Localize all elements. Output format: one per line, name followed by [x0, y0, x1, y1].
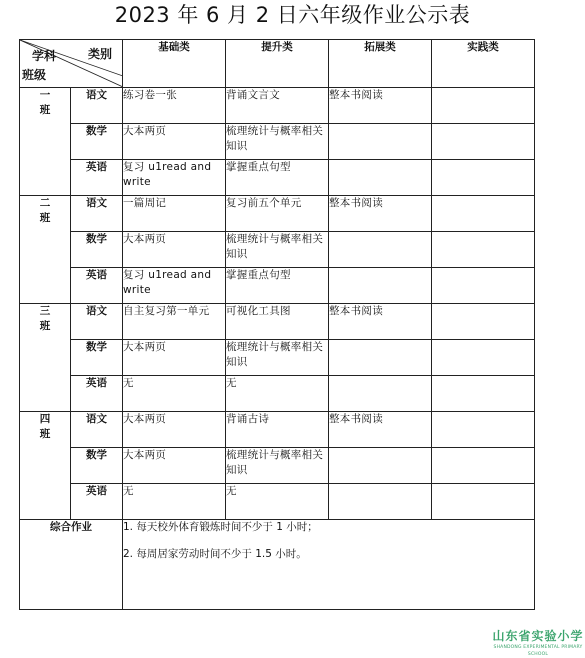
- practice-cell: [432, 484, 535, 520]
- class-name-bottom: 班: [39, 212, 51, 224]
- table-row: [20, 340, 535, 376]
- extended-cell: [329, 448, 432, 484]
- comprehensive-row: [20, 520, 535, 610]
- practice-cell: [432, 268, 535, 304]
- column-header-advanced: 提升类: [226, 40, 329, 88]
- subject-cell: 英语: [71, 484, 123, 520]
- subject-cell: 英语: [71, 160, 123, 196]
- table-row: [20, 448, 535, 484]
- column-header-practice: 实践类: [432, 40, 535, 88]
- table-row: [20, 88, 535, 124]
- extended-cell: 整本书阅读: [329, 412, 432, 448]
- advanced-cell: 梳理统计与概率相关知识: [226, 232, 329, 268]
- header-row: [20, 40, 535, 88]
- practice-cell: [432, 340, 535, 376]
- subject-cell: 语文: [71, 88, 123, 124]
- practice-cell: [432, 232, 535, 268]
- practice-cell: [432, 124, 535, 160]
- extended-cell: [329, 376, 432, 412]
- basic-cell: 无: [123, 484, 226, 520]
- advanced-cell: 掌握重点句型: [226, 160, 329, 196]
- comprehensive-item: 2. 每周居家劳动时间不少于 1.5 小时。: [123, 548, 307, 560]
- class-name-top: 二: [39, 197, 51, 209]
- class-name-bottom: 班: [39, 320, 51, 332]
- extended-cell: 整本书阅读: [329, 88, 432, 124]
- advanced-cell: 梳理统计与概率相关知识: [226, 448, 329, 484]
- basic-cell: 一篇周记: [123, 196, 226, 232]
- extended-cell: 整本书阅读: [329, 196, 432, 232]
- comprehensive-body: [123, 520, 535, 610]
- comprehensive-item: 1. 每天校外体育锻炼时间不少于 1 小时；: [123, 521, 318, 533]
- table-row: [20, 412, 535, 448]
- table-row: [20, 484, 535, 520]
- table-row: [20, 124, 535, 160]
- basic-cell: 大本两页: [123, 124, 226, 160]
- table-row: [20, 160, 535, 196]
- extended-cell: [329, 484, 432, 520]
- school-logo: [492, 628, 584, 657]
- class-cell: [20, 304, 71, 412]
- homework-table: [19, 39, 535, 610]
- table-row: [20, 376, 535, 412]
- class-label: 班级: [22, 68, 47, 82]
- advanced-cell: 无: [226, 484, 329, 520]
- class-name-bottom: 班: [39, 428, 51, 440]
- subject-cell: 语文: [71, 196, 123, 232]
- practice-cell: [432, 196, 535, 232]
- advanced-cell: 掌握重点句型: [226, 268, 329, 304]
- extended-cell: [329, 340, 432, 376]
- advanced-cell: 可视化工具图: [226, 304, 329, 340]
- extended-cell: [329, 160, 432, 196]
- extended-cell: [329, 268, 432, 304]
- advanced-cell: 梳理统计与概率相关知识: [226, 124, 329, 160]
- subject-cell: 数学: [71, 232, 123, 268]
- extended-cell: [329, 232, 432, 268]
- practice-cell: [432, 376, 535, 412]
- subject-cell: 数学: [71, 124, 123, 160]
- school-logo-english: SHANDONG EXPERIMENTAL PRIMARY SCHOOL: [493, 645, 583, 657]
- class-name-top: 一: [39, 89, 51, 101]
- practice-cell: [432, 160, 535, 196]
- subject-cell: 语文: [71, 412, 123, 448]
- subject-cell: 数学: [71, 340, 123, 376]
- subject-cell: 英语: [71, 268, 123, 304]
- class-cell: [20, 196, 71, 304]
- table-row: [20, 268, 535, 304]
- basic-cell: 复习 u1read and write: [123, 160, 226, 196]
- class-name-top: 四: [39, 413, 51, 425]
- school-logo-name: 山东省实验小学: [492, 629, 584, 643]
- basic-cell: 复习 u1read and write: [123, 268, 226, 304]
- practice-cell: [432, 88, 535, 124]
- class-name-bottom: 班: [39, 104, 51, 116]
- extended-cell: [329, 124, 432, 160]
- practice-cell: [432, 412, 535, 448]
- comprehensive-label: 综合作业: [20, 520, 123, 610]
- table-row: [20, 232, 535, 268]
- advanced-cell: 复习前五个单元: [226, 196, 329, 232]
- table-row: [20, 304, 535, 340]
- subject-cell: 语文: [71, 304, 123, 340]
- category-label: 类别: [87, 47, 112, 61]
- advanced-cell: 无: [226, 376, 329, 412]
- advanced-cell: 背诵古诗: [226, 412, 329, 448]
- extended-cell: 整本书阅读: [329, 304, 432, 340]
- diagonal-header-cell: [20, 40, 123, 88]
- basic-cell: 大本两页: [123, 340, 226, 376]
- basic-cell: 大本两页: [123, 412, 226, 448]
- column-header-extended: 拓展类: [329, 40, 432, 88]
- advanced-cell: 梳理统计与概率相关知识: [226, 340, 329, 376]
- basic-cell: 大本两页: [123, 448, 226, 484]
- basic-cell: 大本两页: [123, 232, 226, 268]
- subject-label: 学科: [32, 49, 57, 63]
- page-title: 2023 年 6 月 2 日六年级作业公示表: [114, 3, 471, 27]
- subject-cell: 数学: [71, 448, 123, 484]
- class-cell: [20, 412, 71, 520]
- class-cell: [20, 88, 71, 196]
- practice-cell: [432, 304, 535, 340]
- subject-cell: 英语: [71, 376, 123, 412]
- class-name-top: 三: [39, 305, 51, 317]
- advanced-cell: 背诵文言文: [226, 88, 329, 124]
- column-header-basic: 基础类: [123, 40, 226, 88]
- practice-cell: [432, 448, 535, 484]
- basic-cell: 练习卷一张: [123, 88, 226, 124]
- basic-cell: 自主复习第一单元: [123, 304, 226, 340]
- basic-cell: 无: [123, 376, 226, 412]
- table-row: [20, 196, 535, 232]
